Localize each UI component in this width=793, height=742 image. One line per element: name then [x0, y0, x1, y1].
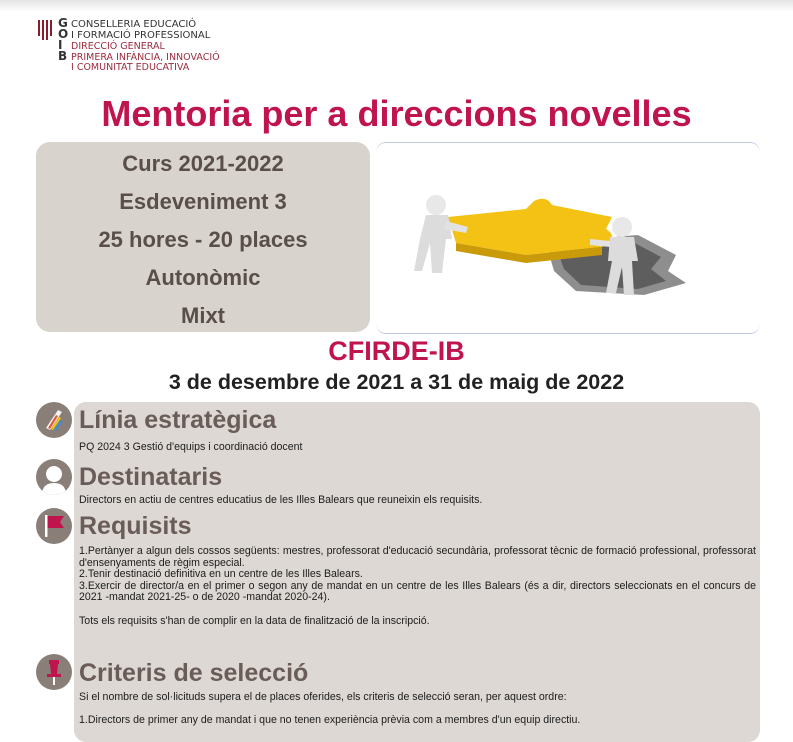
- criteris-intro: Si el nombre de sol·licituds supera el de places oferides, els criteris de selecció seran, per aquest ordre:: [79, 691, 567, 703]
- section-heading-linia: Línia estratègica: [79, 406, 277, 434]
- logo-line-3: I DIRECCIÓ GENERAL: [58, 38, 165, 52]
- requisits-note: Tots els requisits s'han de complir en la data de finalització de la inscripció.: [79, 614, 430, 627]
- logo-line-4: B PRIMERA INFÀNCIA, INNOVACIÓ: [58, 49, 220, 63]
- criteri-1: 1.Directors de primer any de mandat i que no tenen experiència prèvia com a membres d'un equip directiu.: [79, 714, 581, 727]
- hours-places: 25 hores - 20 places: [98, 227, 308, 252]
- course-dates: 3 de desembre de 2021 a 31 de maig de 2022: [168, 370, 625, 394]
- course-code: CFIRDE-IB: [328, 336, 465, 366]
- modality: Mixt: [181, 303, 225, 328]
- section-heading-requisits: Requisits: [79, 512, 192, 540]
- logo-bars-icon: [38, 20, 54, 40]
- logo-line-2: O I FORMACIÓ PROFESSIONAL: [58, 27, 211, 41]
- section-text-criteris: [79, 692, 756, 727]
- page-title: Mentoria per a direccions novelles: [101, 93, 692, 134]
- scope: Autonòmic: [145, 265, 261, 290]
- section-text-linia: PQ 2024 3 Gestió d'equips i coordinació docent: [79, 441, 303, 453]
- event-number: Esdeveniment 3: [119, 189, 287, 214]
- palette-icon: [36, 402, 72, 438]
- logo-line-1: G CONSELLERIA EDUCACIÓ: [58, 16, 197, 30]
- logo-line-5: I COMUNITAT EDUCATIVA: [71, 62, 190, 73]
- person-icon: [36, 459, 72, 495]
- top-shadow-bar: [0, 0, 793, 12]
- puzzle-illustration: [376, 142, 760, 334]
- flag-icon: [36, 508, 72, 544]
- requisit-3: 3.Exercir de director/a en el primer o segon any de mandat en un centre de les Illes Balears (és a dir, directors seleccionats en el concurs de 2021 -mandat 2021-25- o de 2020 -mandat 2020-24).: [79, 579, 756, 604]
- section-heading-criteris: Criteris de selecció: [79, 659, 309, 687]
- pin-icon: [36, 654, 72, 690]
- course-year: Curs 2021-2022: [122, 151, 284, 176]
- requisit-1: 1.Pertànyer a algun dels cossos següents: mestres, professorat d'educació secundària, professorat tècnic de formació professional, professorat d'ensenyaments de règim especial.: [79, 545, 756, 569]
- course-info-box: [36, 142, 370, 332]
- requisit-2: 2.Tenir destinació definitiva en un centre de les Illes Balears.: [79, 568, 363, 581]
- section-text-destinataris: Directors en actiu de centres educatius de les Illes Balears que reuneixin els requisits.: [79, 494, 483, 506]
- section-text-requisits: [79, 546, 756, 627]
- section-heading-destinataris: Destinataris: [79, 463, 223, 491]
